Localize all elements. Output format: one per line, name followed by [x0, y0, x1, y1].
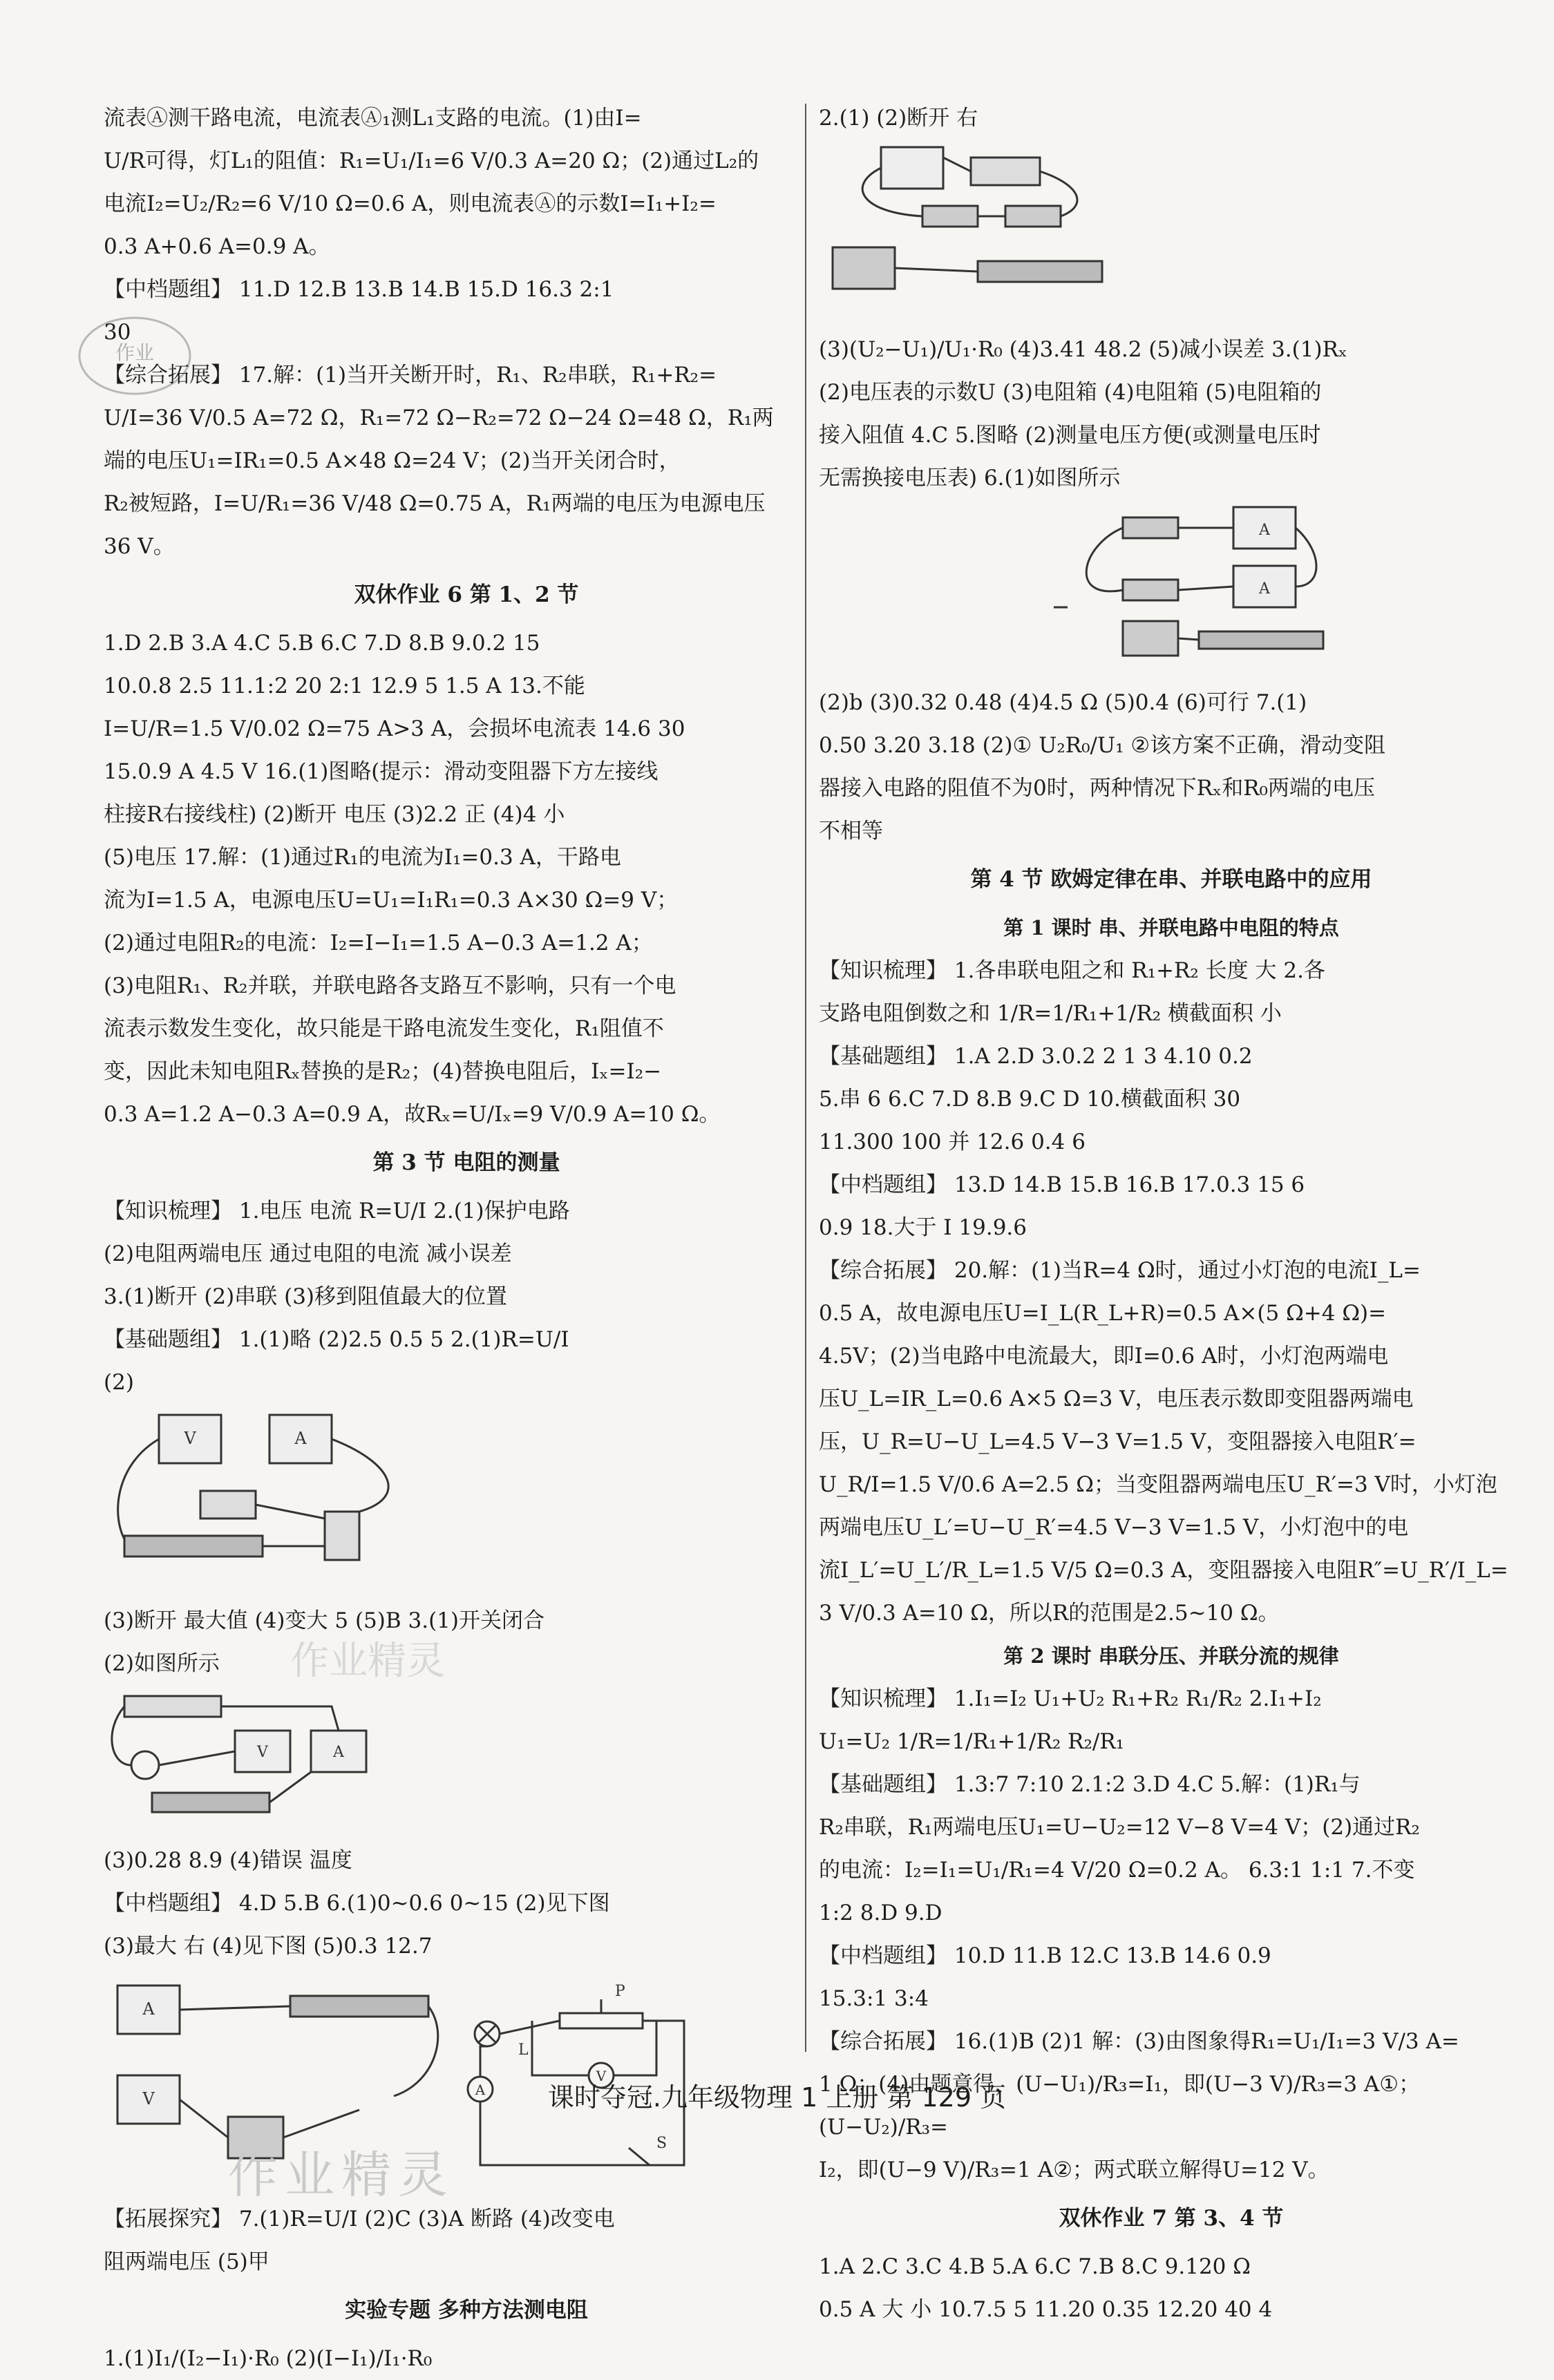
- text-line: 【知识梳理】 1.电压 电流 R=U/I 2.(1)保护电路: [104, 1199, 570, 1224]
- svg-text:A: A: [1259, 580, 1270, 598]
- svg-text:V: V: [142, 2089, 155, 2108]
- svg-text:V: V: [257, 1744, 268, 1761]
- text-line: 0.50 3.20 3.18 (2)① U₂R₀/U₁ ②该方案不正确，滑动变阻: [819, 733, 1386, 758]
- text-line: 无需换接电压表) 6.(1)如图所示: [819, 466, 1121, 491]
- text-line: 端的电压U₁=IR₁=0.5 A×48 Ω=24 V；(2)当开关闭合时，: [104, 448, 681, 473]
- text-line: 器接入电路的阻值不为0时，两种情况下Rₓ和R₀两端的电压: [819, 776, 1375, 801]
- text-line: 1.(1)I₁/(I₂−I₁)·R₀ (2)(I−I₁)/I₁·R₀: [104, 2346, 433, 2371]
- text-line: (3)0.28 8.9 (4)错误 温度: [104, 1848, 352, 1873]
- watermark: 作业精灵: [228, 2146, 455, 2204]
- text-line: I₂，即(U−9 V)/R₃=1 A②；两式联立解得U=12 V。: [819, 2158, 1329, 2182]
- text-line: 流表示数发生变化，故只能是干路电流发生变化，R₁阻值不: [104, 1016, 664, 1041]
- text-line: (2)电压表的示数U (3)电阻箱 (4)电阻箱 (5)电阻箱的: [819, 380, 1322, 405]
- svg-text:V: V: [184, 1429, 196, 1448]
- text-line: 【中档题组】 11.D 12.B 13.B 14.B 15.D 16.3 2:1: [104, 277, 614, 302]
- text-line: 柱接R右接线柱) (2)断开 电压 (3)2.2 正 (4)4 小: [104, 802, 565, 827]
- text-line: 不相等: [819, 819, 883, 844]
- text-line: 15.3:1 3:4: [819, 1986, 929, 2011]
- subsection-title: 第 2 课时 串联分压、并联分流的规律: [1003, 1644, 1339, 1668]
- text-line: 0.9 18.大于 I 19.9.6: [819, 1215, 1027, 1240]
- text-line: 15.0.9 A 4.5 V 16.(1)图略(提示：滑动变阻器下方左接线: [104, 759, 658, 784]
- page-footer: 课时夺冠.九年级物理 1 上册 第 129 页: [547, 2082, 1007, 2113]
- svg-text:作业: 作业: [115, 341, 155, 364]
- text-line: 【中档题组】 10.D 11.B 12.C 13.B 14.6 0.9: [819, 1943, 1271, 1968]
- circuit-figure-5: [1040, 504, 1524, 677]
- svg-text:A: A: [294, 1429, 307, 1448]
- text-line: 3.(1)断开 (2)串联 (3)移到阻值最大的位置: [104, 1284, 508, 1309]
- text-line: 【基础题组】 1.(1)略 (2)2.5 0.5 5 2.(1)R=U/I: [104, 1327, 569, 1352]
- text-line: 【中档题组】 4.D 5.B 6.(1)0~0.6 0~15 (2)见下图: [104, 1891, 610, 1916]
- text-line: (2)b (3)0.32 0.48 (4)4.5 Ω (5)0.4 (6)可行 7.(1): [819, 690, 1307, 715]
- text-line: 0.5 A 大 小 10.7.5 5 11.20 0.35 12.20 40 4: [819, 2297, 1273, 2322]
- text-line: U_R/I=1.5 V/0.6 A=2.5 Ω；当变阻器两端电压U_R′=3 V时，小灯泡: [819, 1472, 1497, 1497]
- text-line: 变，因此未知电阻Rₓ替换的是R₂；(4)替换电阻后，Iₓ=I₂−: [104, 1059, 662, 1084]
- text-line: (3)断开 最大值 (4)变大 5 (5)B 3.(1)开关闭合: [104, 1608, 544, 1633]
- section-title: 双休作业 7 第 3、4 节: [1059, 2206, 1284, 2231]
- text-line: 0.5 A，故电源电压U=I_L(R_L+R)=0.5 A×(5 Ω+4 Ω)=: [819, 1301, 1387, 1326]
- text-line: 压，U_R=U−U_L=4.5 V−3 V=1.5 V，变阻器接入电阻R′=: [819, 1429, 1416, 1454]
- text-line: 10.0.8 2.5 11.1:2 20 2:1 12.9 5 1.5 A 13.不能: [104, 674, 585, 698]
- text-line: 1:2 8.D 9.D: [819, 1901, 942, 1925]
- text-line: 11.300 100 并 12.6 0.4 6: [819, 1130, 1086, 1154]
- text-line: 【基础题组】 1.3:7 7:10 2.1:2 3.D 4.C 5.解：(1)R₁与: [819, 1772, 1361, 1797]
- text-line: 流I_L′=U_L′/R_L=1.5 V/5 Ω=0.3 A，变阻器接入电阻R″=U_R′/I_L=: [819, 1558, 1508, 1583]
- text-line: (2)如图所示: [104, 1651, 220, 1676]
- text-line: (3)电阻R₁、R₂并联，并联电路各支路互不影响，只有一个电: [104, 973, 676, 998]
- section-title: 实验专题 多种方法测电阻: [345, 2298, 588, 2323]
- left-column: [104, 97, 829, 2380]
- subsection-title: 第 1 课时 串、并联电路中电阻的特点: [1003, 916, 1339, 940]
- text-line: 流表Ⓐ测干路电流，电流表Ⓐ₁测L₁支路的电流。(1)由I=: [104, 106, 642, 131]
- text-line: 1.D 2.B 3.A 4.C 5.B 6.C 7.D 8.B 9.0.2 15: [104, 631, 540, 656]
- text-line: 1.A 2.C 3.C 4.B 5.A 6.C 7.B 8.C 9.120 Ω: [819, 2254, 1251, 2279]
- right-column: [819, 97, 1524, 2331]
- text-line: (3)最大 右 (4)见下图 (5)0.3 12.7: [104, 1934, 433, 1959]
- text-line: 阻两端电压 (5)甲: [104, 2249, 269, 2274]
- text-line: 30: [104, 320, 131, 345]
- section-title: 第 4 节 欧姆定律在串、并联电路中的应用: [970, 867, 1372, 892]
- text-line: 0.3 A=1.2 A−0.3 A=0.9 A，故Rₓ=U/Iₓ=9 V/0.9 A=10 Ω。: [104, 1102, 721, 1127]
- text-line: 0.3 A+0.6 A=0.9 A。: [104, 234, 330, 259]
- text-line: (2): [104, 1370, 134, 1395]
- text-line: 1 Ω；(4)由题意得，(U−U₁)/R₃=I₁，即(U−3 V)/R₃=3 A①；(U−U₂)/R₃=: [819, 2072, 1421, 2140]
- svg-text:L: L: [518, 2041, 529, 2059]
- text-line: 两端电压U_L′=U−U_R′=4.5 V−3 V=1.5 V，小灯泡中的电: [819, 1515, 1409, 1540]
- section-title: 第 3 节 电阻的测量: [372, 1150, 560, 1175]
- text-line: 36 V。: [104, 534, 175, 559]
- text-line: (3)(U₂−U₁)/U₁·R₀ (4)3.41 48.2 (5)减小误差 3.(1)Rₓ: [819, 337, 1348, 362]
- svg-text:V: V: [596, 2068, 607, 2084]
- svg-text:A: A: [475, 2082, 486, 2098]
- text-line: 【综合拓展】 16.(1)B (2)1 解：(3)由图象得R₁=U₁/I₁=3 V/3 A=: [819, 2029, 1459, 2054]
- text-line: 【综合拓展】 17.解：(1)当开关断开时，R₁、R₂串联，R₁+R₂=: [104, 363, 717, 388]
- section-title: 双休作业 6 第 1、2 节: [354, 582, 579, 607]
- text-line: R₂串联，R₁两端电压U₁=U−U₂=12 V−8 V=4 V；(2)通过R₂: [819, 1815, 1420, 1840]
- text-line: 压U_L=IR_L=0.6 A×5 Ω=3 V，电压表示数即变阻器两端电: [819, 1387, 1414, 1411]
- svg-text:A: A: [333, 1744, 344, 1761]
- text-line: 【知识梳理】 1.I₁=I₂ U₁+U₂ R₁+R₂ R₁/R₂ 2.I₁+I₂: [819, 1686, 1322, 1711]
- watermark-faint: 作业精灵: [290, 1639, 445, 1684]
- text-line: 接入阻值 4.C 5.图略 (2)测量电压方便(或测量电压时: [819, 423, 1321, 448]
- circuit-figure-1: [104, 1408, 829, 1595]
- text-line: 2.(1) (2)断开 右: [819, 106, 978, 131]
- text-line: 【拓展探究】 7.(1)R=U/I (2)C (3)A 断路 (4)改变电: [104, 2207, 615, 2231]
- text-line: I=U/R=1.5 V/0.02 Ω=75 A>3 A，会损坏电流表 14.6 30: [104, 716, 685, 741]
- text-line: 5.串 6 6.C 7.D 8.B 9.C D 10.横截面积 30: [819, 1087, 1241, 1112]
- text-line: 的电流：I₂=I₁=U₁/R₁=4 V/20 Ω=0.2 A。 6.3:1 1:1 7.不变: [819, 1858, 1415, 1883]
- svg-text:S: S: [656, 2135, 667, 2152]
- text-line: (5)电压 17.解：(1)通过R₁的电流为I₁=0.3 A，干路电: [104, 845, 621, 870]
- text-line: U₁=U₂ 1/R=1/R₁+1/R₂ R₂/R₁: [819, 1729, 1125, 1754]
- text-line: 【基础题组】 1.A 2.D 3.0.2 2 1 3 4.10 0.2: [819, 1044, 1253, 1069]
- text-line: 【综合拓展】 20.解：(1)当R=4 Ω时，通过小灯泡的电流I_L=: [819, 1258, 1421, 1283]
- text-line: 电流I₂=U₂/R₂=6 V/10 Ω=0.6 A，则电流表Ⓐ的示数I=I₁+I₂=: [104, 191, 717, 216]
- svg-text:A: A: [142, 1999, 155, 2019]
- text-line: 【知识梳理】 1.各串联电阻之和 R₁+R₂ 长度 大 2.各: [819, 958, 1325, 983]
- text-line: (2)通过电阻R₂的电流：I₂=I−I₁=1.5 A−0.3 A=1.2 A；: [104, 931, 653, 955]
- text-line: R₂被短路，I=U/R₁=36 V/48 Ω=0.75 A，R₁两端的电压为电源电压: [104, 491, 766, 516]
- text-line: U/I=36 V/0.5 A=72 Ω，R₁=72 Ω−R₂=72 Ω−24 Ω=48 Ω，R₁两: [104, 406, 774, 430]
- svg-text:A: A: [1259, 522, 1270, 539]
- svg-text:P: P: [615, 1983, 625, 2000]
- text-line: 【中档题组】 13.D 14.B 15.B 16.B 17.0.3 15 6: [819, 1172, 1305, 1197]
- text-line: (2)电阻两端电压 通过电阻的电流 减小误差: [104, 1241, 512, 1266]
- text-line: 流为I=1.5 A，电源电压U=U₁=I₁R₁=0.3 A×30 Ω=9 V；: [104, 888, 679, 913]
- circuit-figure-2: [104, 1689, 829, 1835]
- text-line: U/R可得，灯L₁的阻值：R₁=U₁/I₁=6 V/0.3 A=20 Ω；(2)通过L₂的: [104, 149, 759, 173]
- text-line: 4.5V；(2)当电路中电流最大，即I=0.6 A时，小灯泡两端电: [819, 1344, 1389, 1369]
- circuit-figure-4: [819, 144, 1524, 324]
- text-line: 支路电阻倒数之和 1/R=1/R₁+1/R₂ 横截面积 小: [819, 1001, 1282, 1026]
- text-line: 3 V/0.3 A=10 Ω，所以R的范围是2.5~10 Ω。: [819, 1601, 1280, 1626]
